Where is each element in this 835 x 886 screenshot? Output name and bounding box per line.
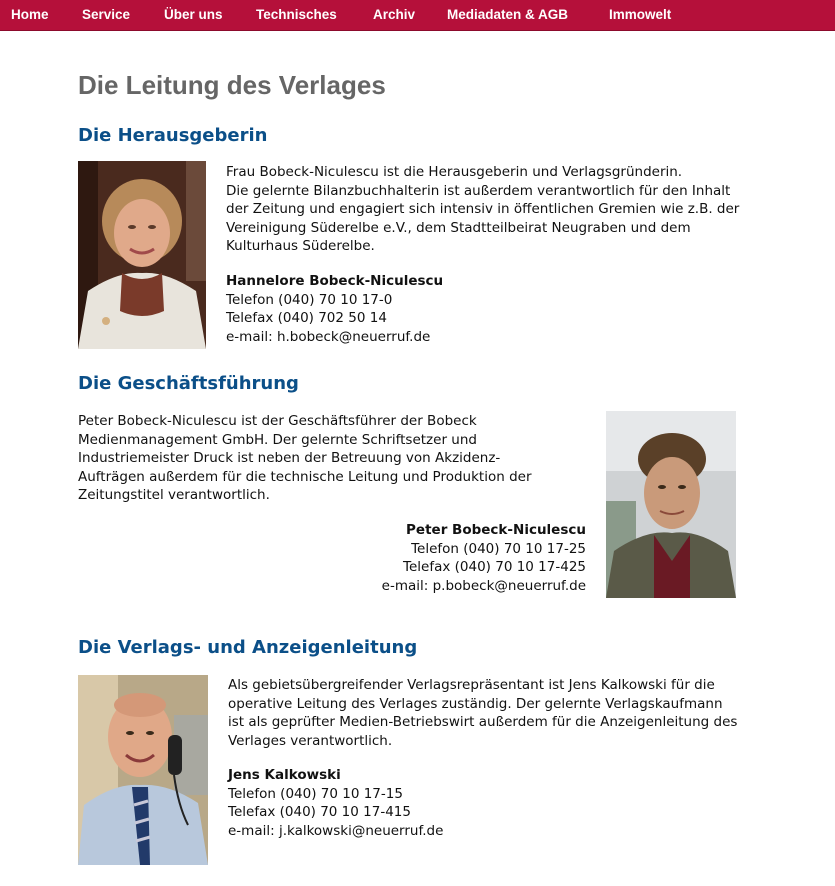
text-line: Peter Bobeck-Niculescu ist der Geschäftsführer der Bobeck [78, 413, 477, 429]
contact-email[interactable]: e-mail: p.bobeck@neuerruf.de [381, 577, 586, 594]
page-title: Die Leitung des Verlages [78, 70, 386, 100]
photo-hannelore [78, 161, 206, 349]
text-line: operative Leitung des Verlages zuständig. Der gelernte Verlagskaufmann [228, 695, 723, 712]
contact-phone: Telefon (040) 70 10 17-25 [411, 540, 586, 557]
text-line: Medienmanagement GmbH. Der gelernte Schriftsetzer und [78, 431, 477, 448]
contact-verlags-anzeigenleitung [228, 766, 443, 840]
contact-phone: Telefon (040) 70 10 17-15 [228, 785, 403, 802]
nav-ueber-uns[interactable]: Über uns [164, 7, 223, 22]
nav-home[interactable]: Home [11, 7, 49, 22]
section-title-verlags-anzeigenleitung: Die Verlags- und Anzeigenleitung [78, 637, 418, 658]
contact-fax: Telefax (040) 702 50 14 [226, 310, 387, 326]
nav-immowelt[interactable]: Immowelt [609, 7, 672, 22]
nav-technisches[interactable]: Technisches [256, 7, 337, 22]
contact-fax: Telefax (040) 70 10 17-415 [228, 804, 411, 820]
contact-name: Hannelore Bobeck-Niculescu [226, 273, 444, 289]
nav-mediadaten-agb[interactable]: Mediadaten & AGB [447, 7, 569, 22]
text-line: Die gelernte Bilanzbuchhalterin ist außerdem verantwortlich für den Inhalt [226, 182, 731, 199]
description-geschaeftsfuehrung [78, 412, 532, 505]
text-line: Kulturhaus Süderelbe. [226, 238, 375, 254]
text-line: ist als geprüfter Medien-Betriebswirt außerdem für die Anzeigenleitung des [228, 714, 738, 730]
description-herausgeberin [226, 163, 739, 256]
photo-jens [78, 675, 208, 865]
section-title-geschaeftsfuehrung: Die Geschäftsführung [78, 373, 299, 394]
text-line: Vereinigung Süderelbe e.V., dem Stadtteilbeirat Neugraben und dem [226, 219, 691, 236]
contact-email[interactable]: e-mail: h.bobeck@neuerruf.de [226, 328, 431, 345]
contact-phone: Telefon (040) 70 10 17-0 [226, 291, 393, 308]
contact-herausgeberin [226, 272, 443, 346]
contact-geschaeftsfuehrung [382, 521, 586, 595]
text-line: Frau Bobeck-Niculescu ist die Herausgeberin und Verlagsgründerin. [226, 164, 683, 180]
text-line: Als gebietsübergreifender Verlagsrepräsentant ist Jens Kalkowski für die [228, 677, 715, 693]
contact-name: Peter Bobeck-Niculescu [406, 522, 586, 538]
top-navigation [0, 0, 835, 31]
description-verlags-anzeigenleitung [228, 676, 737, 750]
text-line: Aufträgen außerdem für die technische Leitung und Produktion der [78, 468, 532, 485]
text-line: Verlages verantwortlich. [228, 732, 393, 749]
text-line: der Zeitung und engagiert sich intensiv in öffentlichen Gremien wie z.B. der [226, 201, 740, 217]
text-line: Zeitungstitel verantwortlich. [78, 487, 270, 503]
nav-service[interactable]: Service [82, 7, 131, 22]
photo-peter [606, 411, 736, 598]
contact-fax: Telefax (040) 70 10 17-425 [403, 559, 586, 575]
contact-name: Jens Kalkowski [228, 767, 341, 783]
text-line: Industriemeister Druck ist neben der Betreuung von Akzidenz- [78, 450, 501, 466]
nav-archiv[interactable]: Archiv [373, 7, 416, 22]
section-title-herausgeberin: Die Herausgeberin [78, 125, 268, 146]
contact-email[interactable]: e-mail: j.kalkowski@neuerruf.de [228, 822, 444, 839]
